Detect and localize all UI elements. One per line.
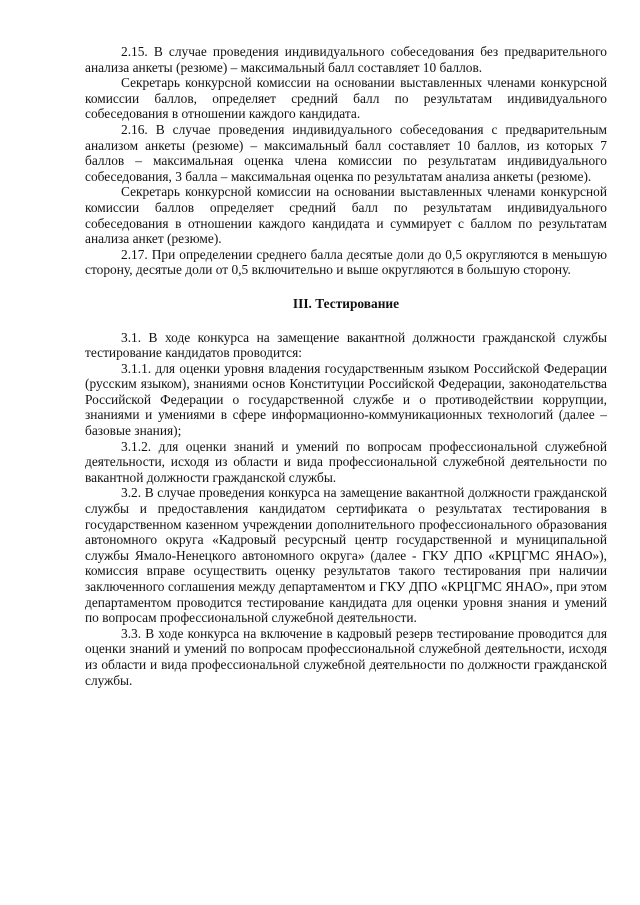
paragraph-3-1-2: 3.1.2. для оценки знаний и умений по вопросам профессиональной служебной деятельности, исходя из области и вида профессиональной служебной деятельности по вакантной должности гражданской службы.	[85, 438, 607, 485]
paragraph-2-17: 2.17. При определении среднего балла десятые доли до 0,5 округляются в меньшую сторону, десятые доли от 0,5 включительно и выше округляются в большую сторону.	[85, 246, 607, 278]
paragraph-2-15: 2.15. В случае проведения индивидуального собеседования без предварительного анализа анкеты (резюме) – максимальный балл составляет 10 баллов.	[85, 44, 607, 75]
section-heading: III. Тестирование	[292, 295, 400, 311]
paragraph-3-1: 3.1. В ходе конкурса на замещение вакантной должности гражданской службы тестирование кандидатов проводится:	[85, 329, 607, 361]
paragraph-3-1-1: 3.1.1. для оценки уровня владения государственным языком Российской Федерации (русским языком), знаниями основ Конституции Российской Федерации, законодательства Российской Федерации о государственной службе и о противодействии коррупции, знаниями и умениями в сфере информационно-коммуникационных технологий (далее – базовые знания);	[85, 360, 607, 439]
paragraph-secretary-1: Секретарь конкурсной комиссии на основании выставленных членами конкурсной комиссии баллов, определяет средний балл по результатам индивидуального собеседования в отношении каждого кандидата.	[85, 75, 607, 122]
paragraph-3-3: 3.3. В ходе конкурса на включение в кадровый резерв тестирование проводится для оценки знаний и умений по вопросам профессиональной служебной деятельности, исходя из области и вида профессиональной служебной деятельности по должности гражданской службы.	[85, 625, 607, 688]
paragraph-secretary-2: Секретарь конкурсной комиссии на основании выставленных членами конкурсной комиссии баллов определяет средний балл по результатам индивидуального собеседования в отношении каждого кандидата и суммирует с баллом по результатам анализа анкет (резюме).	[85, 184, 607, 247]
paragraph-2-16: 2.16. В случае проведения индивидуального собеседования с предварительным анализом анкеты (резюме) – максимальный балл составляет 10 баллов, из которых 7 баллов – максимальная оценка члена комиссии по результатам индивидуального собеседования, 3 балла – максимальная оценка по результатам анализа анкеты (резюме).	[85, 121, 607, 184]
document-page	[85, 44, 607, 688]
paragraph-3-2: 3.2. В случае проведения конкурса на замещение вакантной должности гражданской службы и предоставления кандидатом сертификата о результатах тестирования в государственном казенном учреждении дополнительного профессионального образования автономного округа «Кадровый ресурсный центр государственной и муниципальной службы Ямало-Ненецкого автономного округа» (далее - ГКУ ДПО «КРЦГМС ЯНАО»), комиссия вправе осуществить оценку результатов такого тестирования при наличии заключенного соглашения между департаментом и ГКУ ДПО «КРЦГМС ЯНАО», при этом департаментом проводится тестирование кандидата для оценки уровня знания и умений по вопросам профессиональной служебной деятельности.	[85, 485, 607, 626]
